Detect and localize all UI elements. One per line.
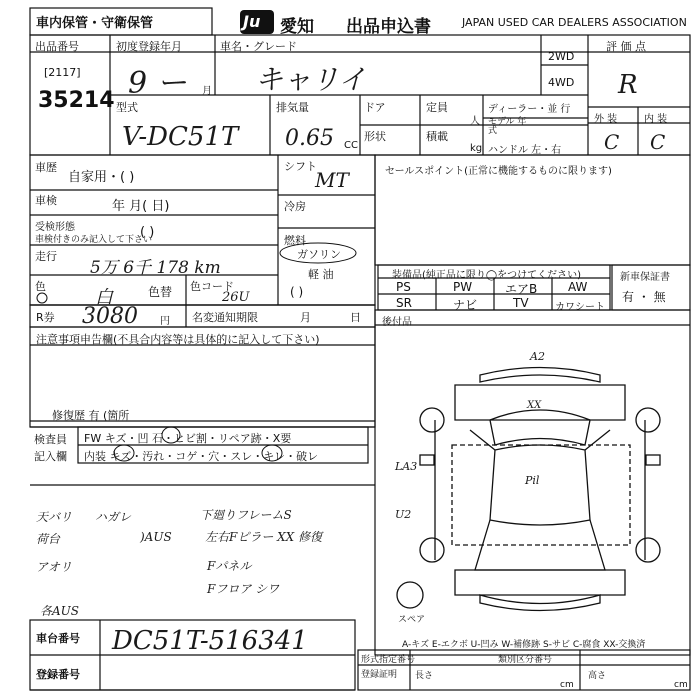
month-unit: 月 — [300, 311, 311, 324]
remark-7: アオリ — [36, 560, 72, 574]
remark-2: ハガレ — [95, 510, 132, 524]
option-pw: PW — [453, 280, 473, 294]
vehicle-history-label: 車歴 — [35, 161, 57, 174]
storage-condition: 車内保管・守衛保管 — [36, 16, 154, 31]
color-no-value: 26U — [222, 290, 250, 305]
shift-value: MT — [315, 168, 349, 192]
ju-logo: Ju — [240, 10, 274, 34]
kg-unit: kg — [470, 143, 483, 154]
name-change-label: 名変通知期限 — [192, 311, 258, 324]
inspector-label: 検査員 — [34, 433, 67, 446]
shape-label: 形状 — [364, 130, 386, 143]
notes-label: 注意事項申告欄(不具合内容等は具体的に記入して下さい) — [36, 333, 320, 346]
lot-number-label: 出品番号 — [35, 40, 79, 53]
displacement-label: 排気量 — [276, 101, 309, 114]
interior-label: 内 装 — [644, 114, 668, 125]
height-label: 高さ — [588, 671, 607, 681]
month-label: 月 — [202, 86, 212, 97]
lot-number: 35214 — [38, 88, 115, 113]
remark-6: 左右Fピラー XX 修復 — [205, 530, 323, 544]
repair-history-label: 修復歴 有 (箇所 — [52, 409, 130, 422]
displacement-value: 0.65 — [285, 126, 334, 151]
spare-label: スペア — [398, 615, 426, 625]
sales-point-label: セールスポイント(正常に機能するものに限ります) — [385, 166, 612, 177]
first-registration-value: 9 ー — [128, 66, 187, 101]
model-name-label: 車名・グレード — [220, 40, 297, 53]
remark-4: 荷台 — [36, 532, 61, 546]
option-aw: AW — [568, 280, 588, 294]
option-sr: SR — [396, 296, 412, 310]
aircon-label: 冷房 — [284, 200, 306, 213]
displacement-unit: CC — [344, 140, 358, 151]
yen-unit: 円 — [160, 316, 170, 327]
option-ps: PS — [396, 280, 411, 294]
remark-1: 天バリ — [36, 510, 73, 524]
dealer-import-label: ディーラー・並 行 — [488, 104, 571, 115]
remark-9: Fフロア シワ — [207, 582, 280, 596]
option-tv: TV — [513, 296, 529, 310]
association-name-jp: 愛知 — [280, 17, 314, 37]
steering-label: ハンドル 左・右 — [488, 145, 562, 156]
option-aircon-b: エアB — [505, 282, 538, 296]
model-type-value: V-DC51T — [122, 122, 239, 152]
first-registration-label: 初度登録年月 — [116, 40, 182, 53]
receipt-form-label: 受検形態 — [35, 222, 75, 233]
diagram-mark-u2: U2 — [395, 508, 412, 521]
fuel-gasoline: ガソリン — [297, 248, 341, 261]
chassis-number-value: DC51T-516341 — [112, 626, 308, 656]
category-number-label: 類別区分番号 — [498, 655, 553, 665]
diagram-mark-la3: LA3 — [395, 460, 418, 473]
warranty-label: 新車保証書 — [620, 272, 670, 283]
door-label: ドア — [364, 101, 386, 114]
inspection-codes-exterior: FW キズ・凹 石・ヒビ割・リペア跡・X要 — [84, 432, 292, 445]
registration-number-label: 登録番号 — [36, 668, 80, 681]
exterior-grade: C — [604, 130, 620, 154]
aftermarket-label: 後付品 — [382, 317, 412, 328]
form-title: 出品申込書 — [346, 17, 431, 37]
type-designation-label: 形式指定番号 — [361, 655, 416, 665]
color-label: 色 — [35, 280, 46, 293]
receipt-form-value: ( ) — [140, 225, 155, 240]
diagram-mark-a2: A2 — [530, 350, 545, 363]
recycle-label: R券 — [36, 311, 55, 324]
model-year-label: モデル 年式 — [488, 117, 527, 136]
grade-value: R — [618, 70, 638, 100]
drive-2wd: 2WD — [548, 50, 575, 63]
cm-unit: cm — [560, 680, 574, 690]
remark-8: Fパネル — [207, 559, 252, 573]
fuel-label: 燃料 — [284, 234, 306, 247]
drive-4wd: 4WD — [548, 76, 575, 89]
lot-sub-number: [2117] — [44, 66, 81, 79]
color-code-label: 色替 — [148, 285, 173, 299]
mileage-value: 5万 6千 178 km — [90, 258, 221, 278]
load-label: 積載 — [426, 130, 448, 143]
option-leather-seat: カワシート — [555, 302, 605, 313]
entry-label: 記入欄 — [34, 450, 67, 463]
equipment-label: 装備品(純正品に限り◯をつけてください) — [392, 270, 581, 281]
remark-10: 各AUS — [40, 604, 80, 618]
inspection-label: 車検 — [35, 194, 57, 207]
inspection-codes-interior: 内装 キズ・汚れ・コゲ・穴・スレ・キレ・破レ — [84, 450, 319, 463]
person-unit: 人 — [470, 116, 480, 127]
recycle-value: 3080 — [82, 304, 138, 329]
option-navi: ナビ — [453, 298, 478, 312]
inspection-date: 年 月( 日) — [112, 199, 170, 214]
damage-legend: A-キズ E-エクボ U-凹み W-補修跡 S-サビ C-腐食 XX-交換済 — [402, 640, 646, 650]
grade-label: 評 価 点 — [606, 40, 646, 53]
mileage-label: 走行 — [35, 250, 57, 263]
vehicle-history-value: 自家用・( ) — [68, 170, 135, 185]
chassis-number-label: 車台番号 — [36, 632, 80, 645]
remark-5: )AUS — [140, 530, 172, 544]
day-unit: 日 — [350, 311, 361, 324]
receipt-form-note: 車検付きのみ記入して下さい — [35, 235, 153, 245]
fuel-other: ( ) — [290, 285, 304, 299]
color-no-label: 色コード — [190, 280, 234, 293]
cm-unit-2: cm — [674, 680, 688, 690]
remark-3: 下廻りフレームS — [200, 508, 292, 522]
shift-label: シフト — [284, 160, 317, 173]
diagram-mark-xx: XX — [527, 400, 542, 411]
association-name-en: JAPAN USED CAR DEALERS ASSOCIATION — [462, 16, 687, 29]
warranty-options: 有 ・ 無 — [622, 290, 666, 304]
interior-grade: C — [650, 130, 666, 154]
model-type-label: 型式 — [116, 101, 138, 114]
exterior-label: 外 装 — [594, 114, 618, 125]
length-label: 長さ — [415, 671, 434, 681]
diagram-mark-pillar: Pil — [525, 474, 540, 487]
fuel-light-oil: 軽 油 — [308, 268, 334, 281]
capacity-label: 定員 — [426, 101, 448, 114]
model-name-value: キャリイ — [255, 63, 367, 96]
color-value: 白 — [95, 287, 113, 308]
registration-cert-label: 登録証明 — [361, 670, 398, 680]
